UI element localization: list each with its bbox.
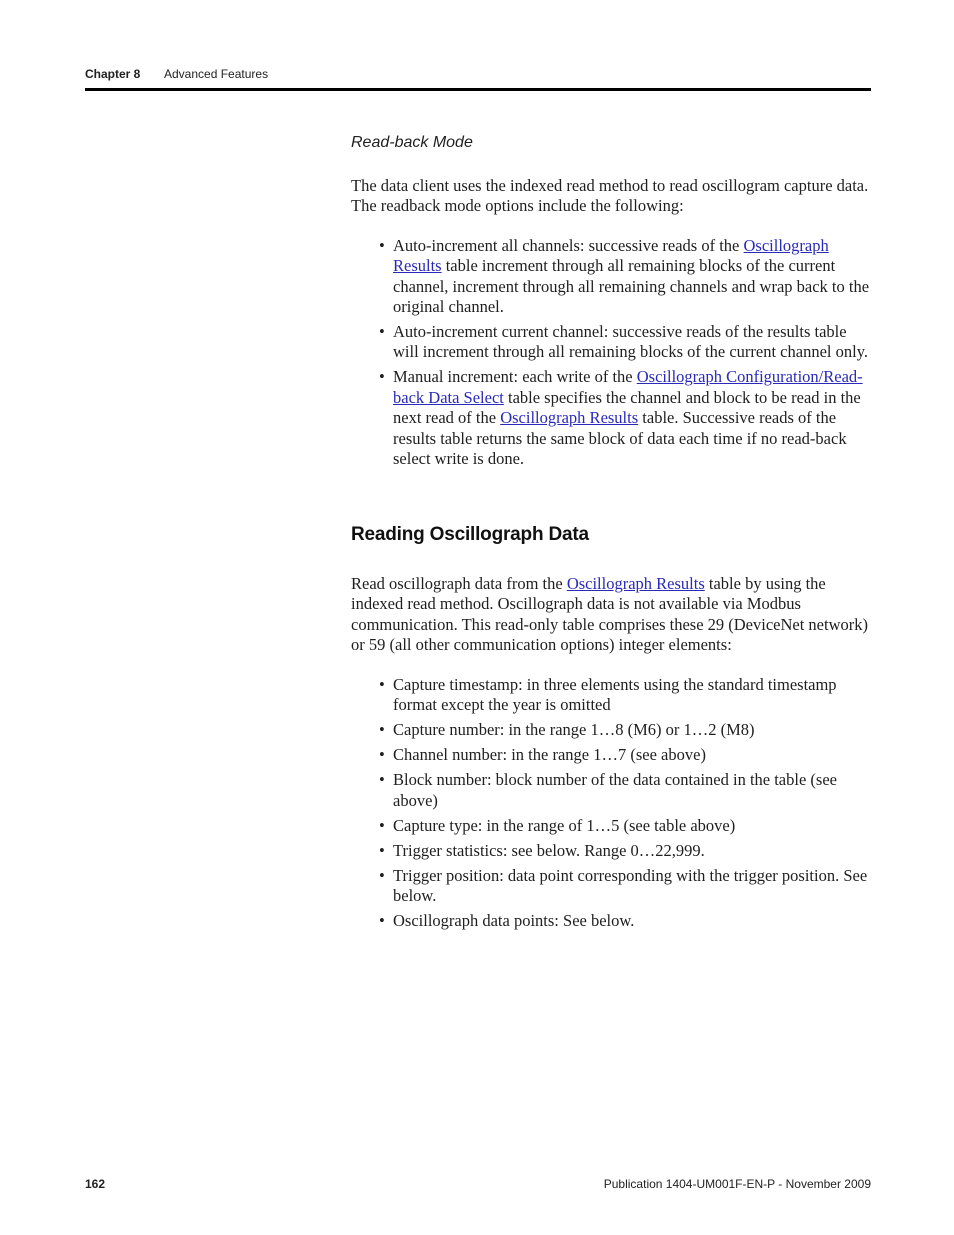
running-header — [85, 66, 871, 82]
list-item: • Capture number: in the range 1…8 (M6) or 1…2 (M8) — [379, 720, 871, 740]
list-item: • Capture timestamp: in three elements using the standard timestamp format except the year is omitted — [379, 675, 871, 716]
page-number: 162 — [85, 1177, 106, 1191]
publication-id: Publication 1404-UM001F-EN-P - November 2009 — [603, 1177, 871, 1191]
list-item: • Block number: block number of the data contained in the table (see above) — [379, 770, 871, 811]
reading-intro: Read oscillograph data from the Oscillograph Results table by using the indexed read method. Oscillograph data is not available via Modbus communication. This read-only table comprises these 29 (DeviceNet network) or 59 (all other communication options) integer elements: — [351, 574, 868, 655]
chapter-title: Advanced Features — [164, 67, 269, 81]
oscillograph-config-link[interactable]: Oscillograph Configuration/Read-back Data Select — [393, 367, 863, 407]
list-item: • Capture type: in the range of 1…5 (see table above) — [379, 816, 871, 836]
list-item: • Trigger position: data point corresponding with the trigger position. See below. — [379, 866, 871, 907]
list-item: • Manual increment: each write of the Oscillograph Configuration/Read-back Data Select table specifies the channel and block to be read in the next read of the Oscillograph Results table. Successive reads of the results table returns the same block of data each time if no read-back select write is done. — [379, 367, 871, 469]
readback-intro: The data client uses the indexed read method to read oscillogram capture data. The readback mode options include the following: — [351, 176, 869, 216]
readback-mode-heading: Read-back Mode — [351, 134, 473, 151]
oscillograph-results-link[interactable]: Oscillograph Results — [566, 574, 705, 594]
table-elements-list — [351, 675, 871, 932]
page-footer — [85, 1176, 871, 1192]
chapter-label: Chapter 8 — [85, 67, 141, 81]
list-item: • Auto-increment all channels: successive reads of the Oscillograph Results table increment through all remaining blocks of the current channel, increment through all remaining channels and wrap back to the original channel. — [379, 236, 871, 318]
oscillograph-results-link[interactable]: Oscillograph Results — [393, 235, 829, 276]
readback-options-list — [351, 236, 871, 470]
page-content — [351, 132, 871, 936]
list-item: • Trigger statistics: see below. Range 0…22,999. — [379, 841, 871, 861]
header-divider — [85, 88, 871, 91]
list-item: • Auto-increment current channel: successive reads of the results table will increment through all remaining blocks of the current channel only. — [379, 322, 871, 363]
section-heading: Reading Oscillograph Data — [351, 524, 589, 546]
oscillograph-results-link[interactable]: Oscillograph Results — [500, 408, 639, 428]
list-item: • Channel number: in the range 1…7 (see above) — [379, 745, 871, 765]
list-item: • Oscillograph data points: See below. — [379, 911, 871, 931]
